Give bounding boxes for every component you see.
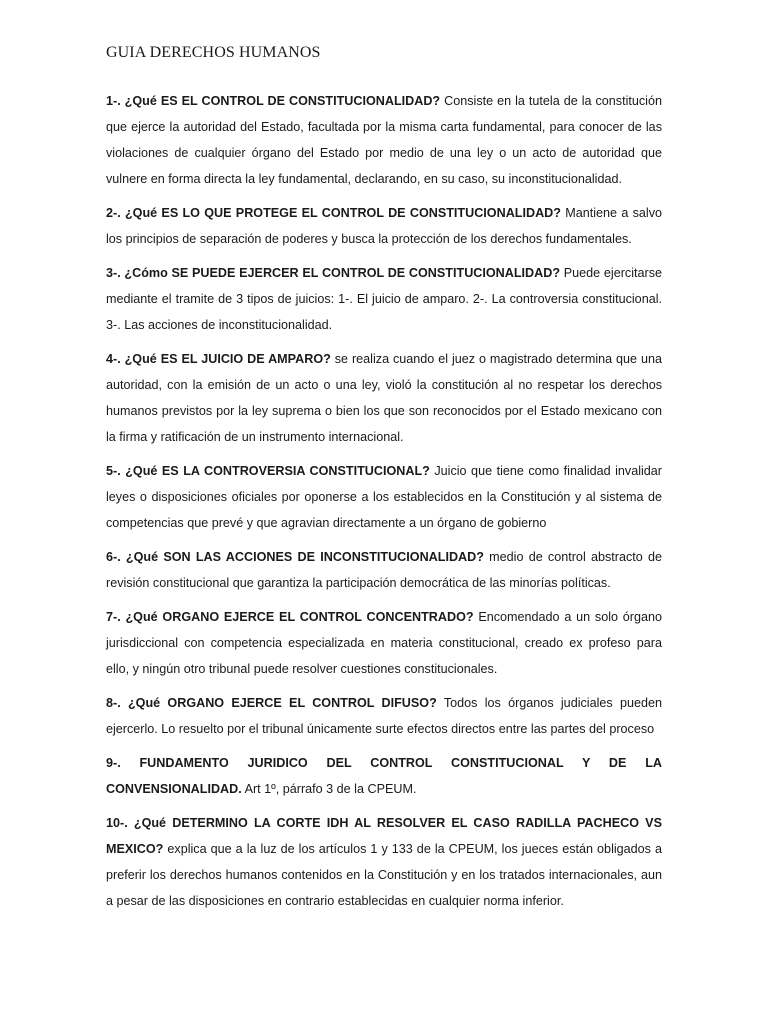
- answer-10: explica que a la luz de los artículos 1 y 133 de la CPEUM, los jueces están obligados a preferir los derechos humanos contenidos en la Constitución y en los tratados internacionales, aun a pesar de las disposiciones en contrario establecidas en cualquier norma inferior.: [106, 842, 663, 908]
- question-5: 5-. ¿Qué ES LA CONTROVERSIA CONSTITUCIONAL?: [106, 464, 430, 478]
- qa-item-7: [106, 604, 662, 682]
- qa-item-3: [106, 260, 662, 338]
- qa-item-1: [106, 88, 662, 192]
- question-6: 6-. ¿Qué SON LAS ACCIONES DE INCONSTITUCIONALIDAD?: [106, 550, 484, 564]
- qa-item-6: [106, 544, 662, 596]
- question-7: 7-. ¿Qué ORGANO EJERCE EL CONTROL CONCENTRADO?: [106, 610, 474, 624]
- answer-9: Art 1º, párrafo 3 de la CPEUM.: [244, 782, 417, 796]
- answer-8: Todos los órganos judiciales pueden ejercerlo. Lo resuelto por el tribunal únicamente surte efectos directos entre las partes del proceso: [106, 696, 662, 736]
- question-8: 8-. ¿Qué ORGANO EJERCE EL CONTROL DIFUSO?: [106, 696, 437, 710]
- qa-item-4: [106, 346, 662, 450]
- question-3: 3-. ¿Cómo SE PUEDE EJERCER EL CONTROL DE CONSTITUCIONALIDAD?: [106, 266, 561, 280]
- answer-3: Puede ejercitarse mediante el tramite de 3 tipos de juicios: 1-. El juicio de amparo. 2-. La controversia constitucional. 3-. Las acciones de inconstitucionalidad.: [106, 266, 662, 332]
- qa-item-9: [106, 750, 662, 802]
- qa-item-2: [106, 200, 662, 252]
- question-9: 9-. FUNDAMENTO JURIDICO DEL CONTROL CONSTITUCIONAL Y DE LA CONVENSIONALIDAD.: [106, 756, 662, 796]
- qa-item-8: [106, 690, 662, 742]
- answer-6: medio de control abstracto de revisión constitucional que garantiza la participación democrática de las minorías políticas.: [106, 550, 663, 590]
- answer-7: Encomendado a un solo órgano jurisdiccional con competencia especializada en materia constitucional, creado ex profeso para ello, y ningún otro tribunal puede resolver cuestiones constitucionales.: [106, 610, 663, 676]
- qa-item-10: [106, 810, 662, 914]
- answer-2: Mantiene a salvo los principios de separación de poderes y busca la protección de los derechos fundamentales.: [106, 206, 662, 246]
- answer-4: se realiza cuando el juez o magistrado determina que una autoridad, con la emisión de un acto o una ley, violó la constitución al no respetar los derechos humanos previstos por la ley suprema o bien los que son reconocidos por el Estado mexicano con la firma y ratificación de un instrumento internacional.: [106, 352, 662, 444]
- qa-list: [106, 88, 662, 922]
- question-1: 1-. ¿Qué ES EL CONTROL DE CONSTITUCIONALIDAD?: [106, 94, 441, 108]
- question-2: 2-. ¿Qué ES LO QUE PROTEGE EL CONTROL DE CONSTITUCIONALIDAD?: [106, 206, 561, 220]
- answer-1: Consiste en la tutela de la constitución que ejerce la autoridad del Estado, facultada por la misma carta fundamental, para conocer de las violaciones de cualquier órgano del Estado por medio de una ley o un acto de autoridad que vulnere en forma directa la ley fundamental, declarando, en su caso, su inconstitucionalidad.: [106, 94, 662, 186]
- question-10: 10-. ¿Qué DETERMINO LA CORTE IDH AL RESOLVER EL CASO RADILLA PACHECO VS MEXICO?: [106, 816, 662, 856]
- answer-5: Juicio que tiene como finalidad invalidar leyes o disposiciones oficiales por oponerse a los establecidos en la Constitución y al sistema de competencias que prevé y que agravian directamente a un órgano de gobierno: [106, 464, 663, 530]
- document-title: GUIA DERECHOS HUMANOS: [106, 44, 321, 61]
- question-4: 4-. ¿Qué ES EL JUICIO DE AMPARO?: [106, 352, 331, 366]
- qa-item-5: [106, 458, 662, 536]
